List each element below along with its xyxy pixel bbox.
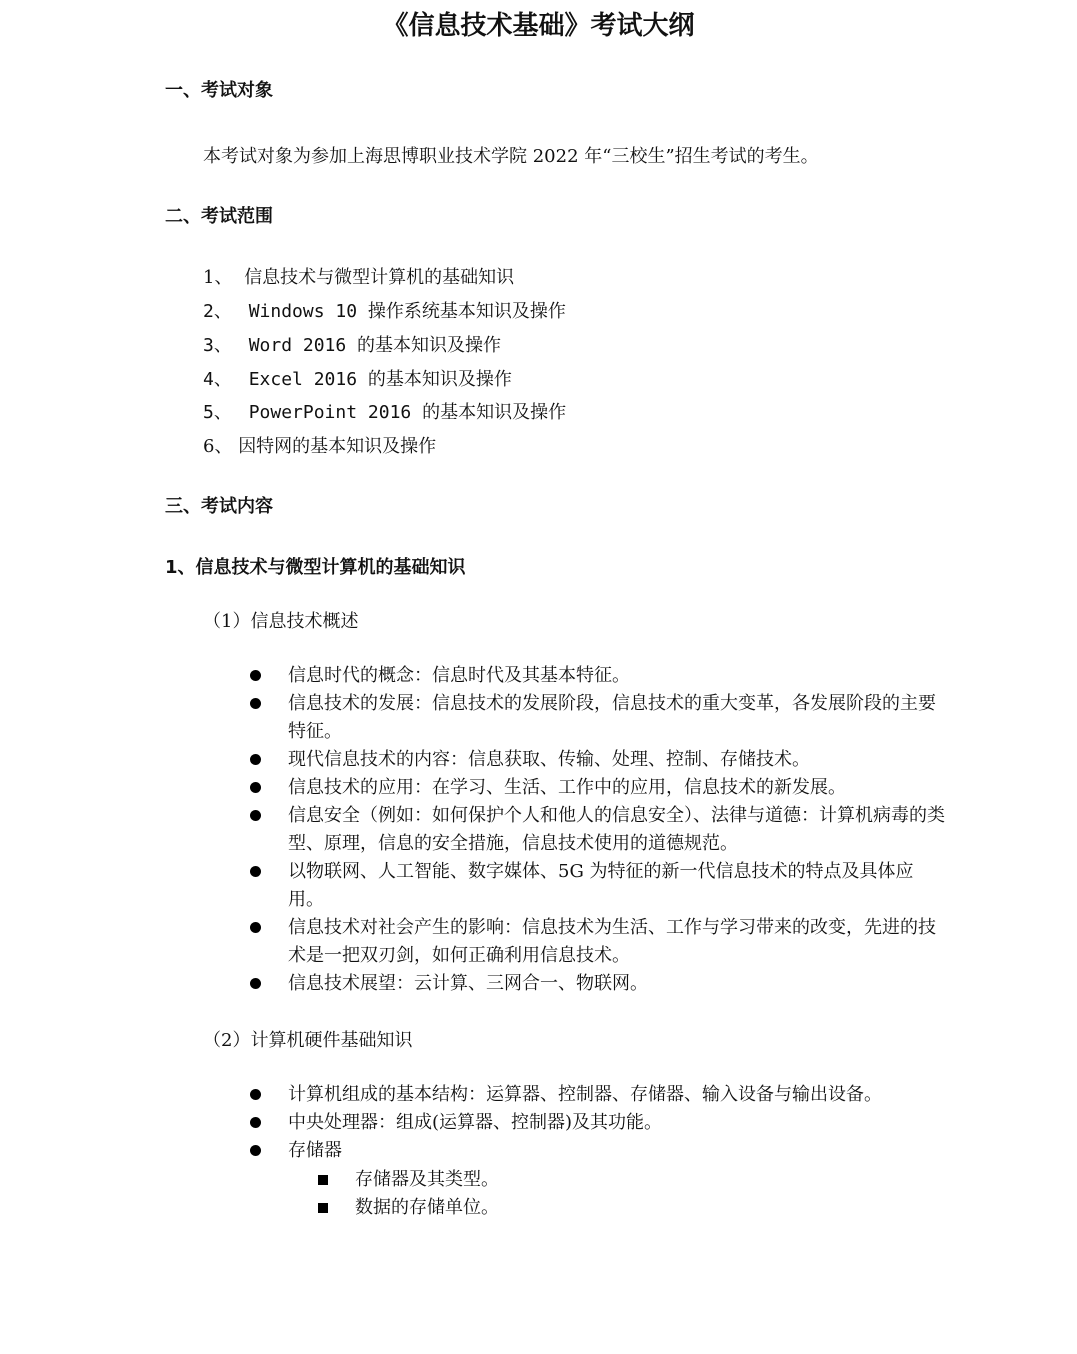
scope-item-number: 4、 bbox=[203, 369, 232, 390]
list-item: 存储器 bbox=[246, 1137, 946, 1165]
scope-item bbox=[203, 332, 501, 360]
list-item: 计算机组成的基本结构：运算器、控制器、存储器、输入设备与输出设备。 bbox=[246, 1081, 946, 1109]
scope-item-number: 6、 bbox=[203, 436, 233, 457]
it-overview-bullets bbox=[246, 662, 946, 998]
bullet-dot-icon bbox=[250, 670, 261, 681]
square-bullet-icon bbox=[318, 1203, 328, 1213]
document-title: 《信息技术基础》考试大纲 bbox=[382, 11, 695, 41]
scope-item bbox=[203, 399, 566, 427]
list-item: 信息技术展望：云计算、三网合一、物联网。 bbox=[246, 970, 946, 998]
bullet-dot-icon bbox=[250, 698, 261, 709]
bullet-dot-icon bbox=[250, 754, 261, 765]
scope-item-number: 1、 bbox=[203, 267, 233, 288]
scope-item-text: 因特网的基本知识及操作 bbox=[238, 436, 437, 457]
scope-item-text: Windows 10 操作系统基本知识及操作 bbox=[248, 301, 566, 322]
list-item: 信息时代的概念：信息时代及其基本特征。 bbox=[246, 662, 946, 690]
bullet-dot-icon bbox=[250, 922, 261, 933]
scope-item bbox=[203, 264, 514, 292]
section-heading-exam-scope: 二、考试范围 bbox=[165, 206, 273, 227]
subsection-heading-it-basics: 1、信息技术与微型计算机的基础知识 bbox=[165, 557, 466, 578]
scope-item-number: 2、 bbox=[203, 301, 232, 322]
scope-item bbox=[203, 366, 512, 394]
list-item: 现代信息技术的内容：信息获取、传输、处理、控制、存储技术。 bbox=[246, 746, 946, 774]
list-item: 数据的存储单位。 bbox=[313, 1194, 499, 1222]
section-heading-exam-content: 三、考试内容 bbox=[165, 496, 273, 517]
exam-target-text: 本考试对象为参加上海思博职业技术学院 2022 年“三校生”招生考试的考生。 bbox=[203, 146, 819, 167]
list-item: 以物联网、人工智能、数字媒体、5G 为特征的新一代信息技术的特点及具体应用。 bbox=[246, 858, 946, 914]
storage-sub-bullets bbox=[313, 1166, 499, 1222]
scope-item-number: 5、 bbox=[203, 402, 232, 423]
list-item: 信息技术的发展：信息技术的发展阶段，信息技术的重大变革，各发展阶段的主要特征。 bbox=[246, 690, 946, 746]
square-bullet-icon bbox=[318, 1175, 328, 1185]
list-item: 信息安全（例如：如何保护个人和他人的信息安全）、法律与道德：计算机病毒的类型、原理，信息的安全措施，信息技术使用的道德规范。 bbox=[246, 802, 946, 858]
section-heading-exam-target: 一、考试对象 bbox=[165, 80, 273, 101]
bullet-dot-icon bbox=[250, 866, 261, 877]
list-item: 存储器及其类型。 bbox=[313, 1166, 499, 1194]
list-item: 信息技术的应用：在学习、生活、工作中的应用，信息技术的新发展。 bbox=[246, 774, 946, 802]
bullet-dot-icon bbox=[250, 1089, 261, 1100]
scope-item-text: Word 2016 的基本知识及操作 bbox=[248, 335, 502, 356]
bullet-dot-icon bbox=[250, 1117, 261, 1128]
scope-item-number: 3、 bbox=[203, 335, 232, 356]
scope-item bbox=[203, 433, 436, 461]
list-item: 信息技术对社会产生的影响：信息技术为生活、工作与学习带来的改变，先进的技术是一把双刃剑，如何正确利用信息技术。 bbox=[246, 914, 946, 970]
bullet-dot-icon bbox=[250, 810, 261, 821]
scope-item-text: 信息技术与微型计算机的基础知识 bbox=[244, 267, 515, 288]
bullet-dot-icon bbox=[250, 1145, 261, 1156]
list-item: 中央处理器：组成(运算器、控制器)及其功能。 bbox=[246, 1109, 946, 1137]
part-label-it-overview: （1）信息技术概述 bbox=[203, 611, 359, 632]
bullet-dot-icon bbox=[250, 782, 261, 793]
hardware-bullets bbox=[246, 1081, 946, 1165]
bullet-dot-icon bbox=[250, 978, 261, 989]
part-label-hardware-basics: （2）计算机硬件基础知识 bbox=[203, 1030, 413, 1051]
scope-item bbox=[203, 298, 566, 326]
scope-item-text: PowerPoint 2016 的基本知识及操作 bbox=[248, 402, 567, 423]
scope-item-text: Excel 2016 的基本知识及操作 bbox=[248, 369, 512, 390]
